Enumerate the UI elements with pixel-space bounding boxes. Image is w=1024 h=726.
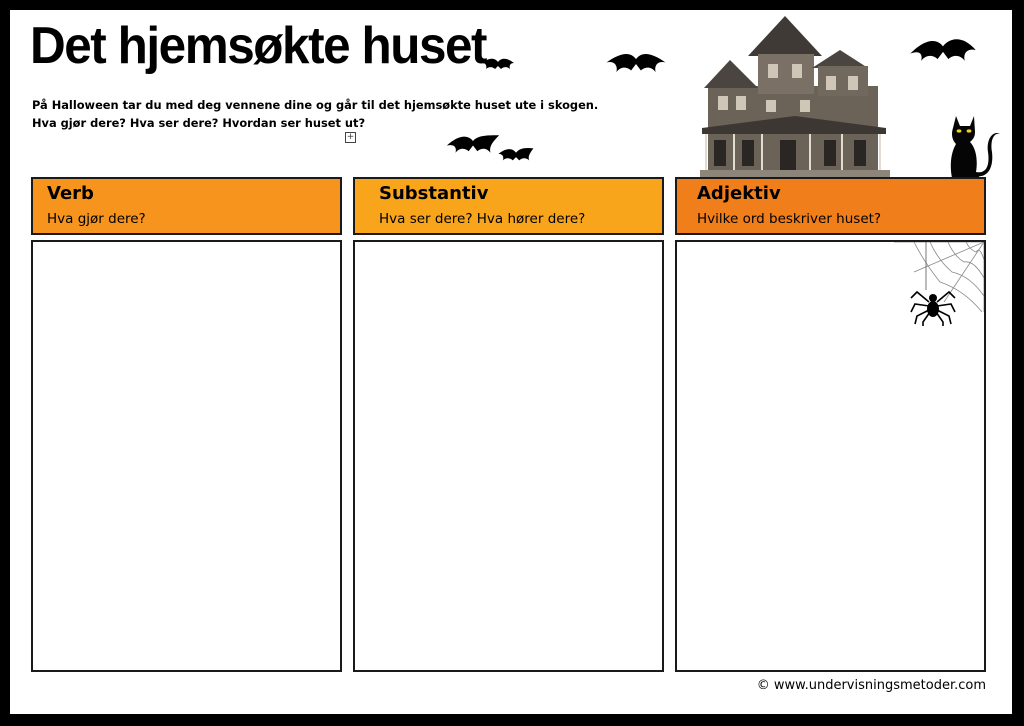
copyright-footer: © www.undervisningsmetoder.com [756, 678, 986, 693]
substantiv-header-subtitle: Hva ser dere? Hva hører dere? [379, 211, 586, 227]
bat-icon [602, 46, 670, 82]
adjektiv-header-title: Adjektiv [697, 183, 781, 204]
intro-line-1: På Halloween tar du med deg vennene dine og går til det hjemsøkte huset ute i skogen. [32, 98, 599, 112]
verb-header [31, 177, 342, 235]
verb-header-subtitle: Hva gjør dere? [47, 211, 146, 227]
intro-line-2: Hva gjør dere? Hva ser dere? Hvordan ser huset ut? [32, 116, 366, 130]
spider-icon [909, 282, 957, 326]
page-title: Det hjemsøkte huset [30, 17, 487, 75]
bat-icon [902, 30, 984, 70]
substantiv-header-title: Substantiv [379, 183, 489, 204]
adjektiv-header-subtitle: Hvilke ord beskriver huset? [697, 211, 882, 227]
adjektiv-answer-box[interactable] [675, 240, 986, 672]
verb-answer-box[interactable] [31, 240, 342, 672]
black-cat-image [946, 112, 1002, 180]
intro-text [32, 96, 598, 132]
verb-header-title: Verb [47, 183, 94, 204]
worksheet-page [10, 10, 1012, 714]
haunted-house-image [700, 16, 890, 178]
substantiv-answer-box[interactable] [353, 240, 664, 672]
adjektiv-header [675, 177, 986, 235]
bat-icon [478, 54, 518, 76]
table-move-handle[interactable]: + [346, 132, 355, 142]
substantiv-header [353, 177, 664, 235]
bat-icon [494, 144, 538, 168]
